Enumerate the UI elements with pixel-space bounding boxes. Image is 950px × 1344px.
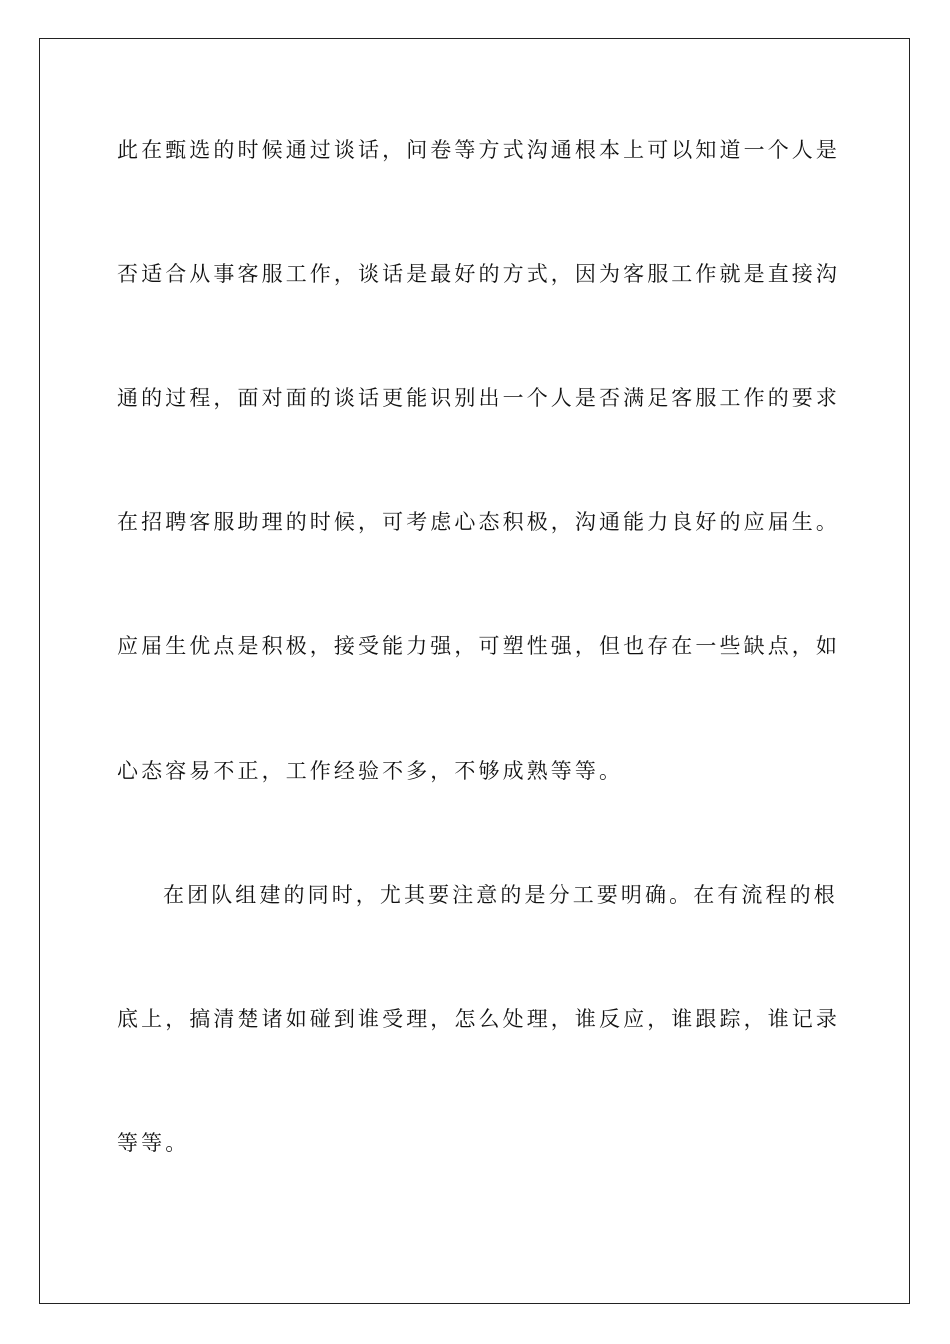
text-line-9: 等等。	[117, 1131, 190, 1155]
text-line-2: 否适合从事客服工作，谈话是最好的方式，因为客服工作就是直接沟	[117, 262, 840, 286]
text-line-1: 此在甄选的时候通过谈话，问卷等方式沟通根本上可以知道一个人是	[117, 138, 840, 162]
text-line-3: 通的过程，面对面的谈话更能识别出一个人是否满足客服工作的要求	[117, 386, 840, 410]
text-line-8: 底上，搞清楚诸如碰到谁受理，怎么处理，谁反应，谁跟踪，谁记录	[117, 1007, 840, 1031]
page-border	[39, 38, 910, 1304]
text-line-4: 在招聘客服助理的时候，可考虑心态积极，沟通能力良好的应届生。	[117, 510, 840, 534]
text-line-7: 在团队组建的同时，尤其要注意的是分工要明确。在有流程的根	[163, 883, 838, 907]
text-line-5: 应届生优点是积极，接受能力强，可塑性强，但也存在一些缺点，如	[117, 634, 840, 658]
text-line-6: 心态容易不正，工作经验不多，不够成熟等等。	[117, 759, 624, 783]
